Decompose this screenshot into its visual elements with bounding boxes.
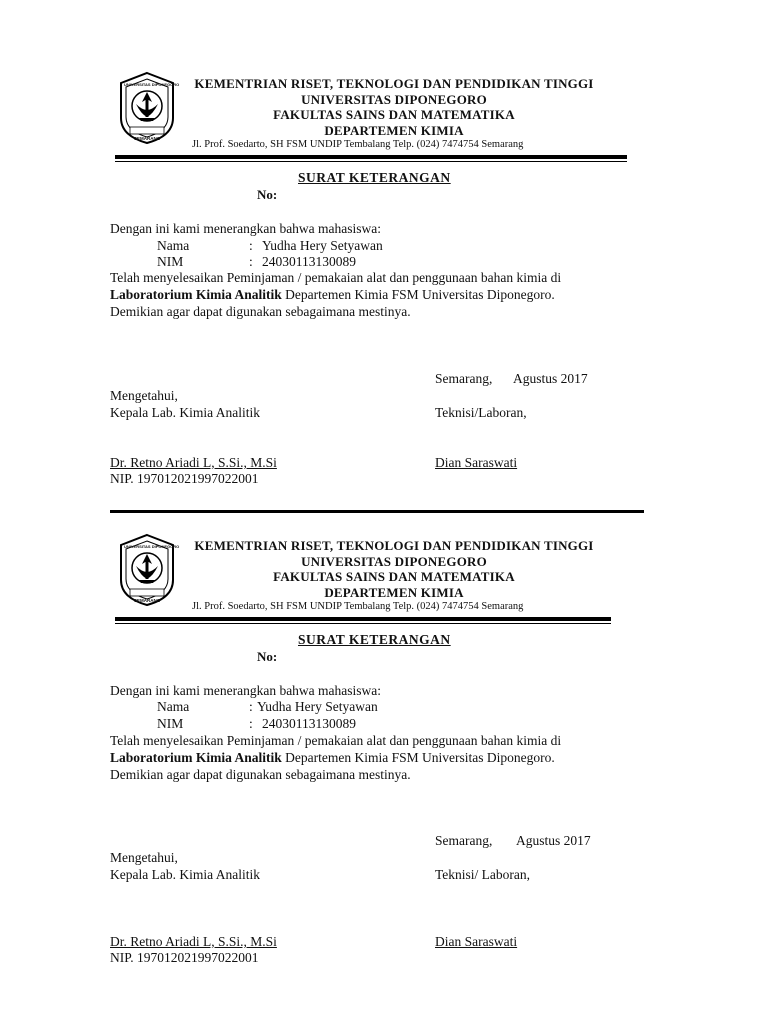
header-divider-thin [115,161,627,162]
right-signer-name: Dian Saraswati [435,934,518,949]
body-line-2-rest: Departemen Kimia FSM Universitas Diponegoro. [281,750,555,765]
intro-text: Dengan ini kami menerangkan bahwa mahasiswa: [110,683,382,698]
document-title: SURAT KETERANGAN [298,170,451,185]
date: Agustus 2017 [513,371,588,386]
name-separator: : [249,238,253,253]
left-signer-name: Dr. Retno Ariadi L, S.Si., M.Si [110,455,277,470]
department-name: DEPARTEMEN KIMIA [324,122,464,138]
nim-separator: : [249,716,253,731]
right-signer-name: Dian Saraswati [435,455,518,470]
address-line: Jl. Prof. Soedarto, SH FSM UNDIP Tembalang Telp. (024) 7474754 Semarang [192,601,524,612]
nim-label: NIM [157,254,184,269]
intro-text: Dengan ini kami menerangkan bahwa mahasiswa: [110,221,382,236]
letter-2 [0,462,768,965]
student-name: Yudha Hery Setyawan [257,699,378,714]
name-separator: : [249,699,253,714]
student-nim: 24030113130089 [262,254,356,269]
place: Semarang, [435,833,493,848]
logo-text-bottom: SEMARANG [134,598,161,603]
document-number-label: No: [257,187,278,202]
right-signer-role: Teknisi/Laboran, [435,405,527,420]
nim-label: NIM [157,716,184,731]
body-line-3: Demikian agar dapat digunakan sebagaimana mestinya. [110,304,411,319]
letterhead [170,76,618,138]
faculty-name: FAKULTAS SAINS DAN MATEMATIKA [273,107,515,122]
right-signer-role: Teknisi/ Laboran, [435,867,531,882]
left-signer-role: Kepala Lab. Kimia Analitik [110,867,260,882]
faculty-name: FAKULTAS SAINS DAN MATEMATIKA [273,569,515,584]
document-number-label: No: [257,649,278,664]
address-line: Jl. Prof. Soedarto, SH FSM UNDIP Tembalang Telp. (024) 7474754 Semarang [192,139,524,150]
logo-text-bottom: SEMARANG [134,136,161,141]
left-signer-nip: NIP. 197012021997022001 [110,471,259,486]
left-signer-nip: NIP. 197012021997022001 [110,950,259,965]
header-divider [115,155,627,159]
body-line-2-rest: Departemen Kimia FSM Universitas Diponegoro. [281,287,555,302]
ministry-name: KEMENTRIAN RISET, TEKNOLOGI DAN PENDIDIKAN TINGGI [194,538,594,553]
name-label: Nama [157,238,190,253]
left-signer-name: Dr. Retno Ariadi L, S.Si., M.Si [110,934,277,949]
body-line-2 [110,750,555,766]
body-line-1: Telah menyelesaikan Peminjaman / pemakaian alat dan penggunaan bahan kimia di [110,270,562,285]
acknowledged-label: Mengetahui, [110,850,178,865]
name-label: Nama [157,699,190,714]
letter-1 [0,0,768,486]
document-title: SURAT KETERANGAN [298,632,451,647]
date: Agustus 2017 [516,833,591,848]
lab-name: Laboratorium Kimia Analitik [110,750,282,765]
left-signer-role: Kepala Lab. Kimia Analitik [110,405,260,420]
student-nim: 24030113130089 [262,716,356,731]
acknowledged-label: Mengetahui, [110,388,178,403]
university-name: UNIVERSITAS DIPONEGORO [301,91,487,107]
nim-separator: : [249,254,253,269]
logo-text-top: UNIVERSITAS DIPONEGORO [124,544,180,549]
department-name: DEPARTEMEN KIMIA [324,584,464,600]
logo-text-top: UNIVERSITAS DIPONEGORO [124,82,180,87]
ministry-name: KEMENTRIAN RISET, TEKNOLOGI DAN PENDIDIKAN TINGGI [194,76,594,91]
student-name: Yudha Hery Setyawan [262,238,383,253]
place: Semarang, [435,371,493,386]
lab-name: Laboratorium Kimia Analitik [110,287,282,302]
header-divider [115,617,611,621]
university-name: UNIVERSITAS DIPONEGORO [301,553,487,569]
body-line-3: Demikian agar dapat digunakan sebagaimana mestinya. [110,767,411,782]
letterhead [170,538,618,600]
header-divider-thin [115,623,611,624]
body-line-2 [110,287,555,303]
body-line-1: Telah menyelesaikan Peminjaman / pemakaian alat dan penggunaan bahan kimia di [110,733,562,748]
